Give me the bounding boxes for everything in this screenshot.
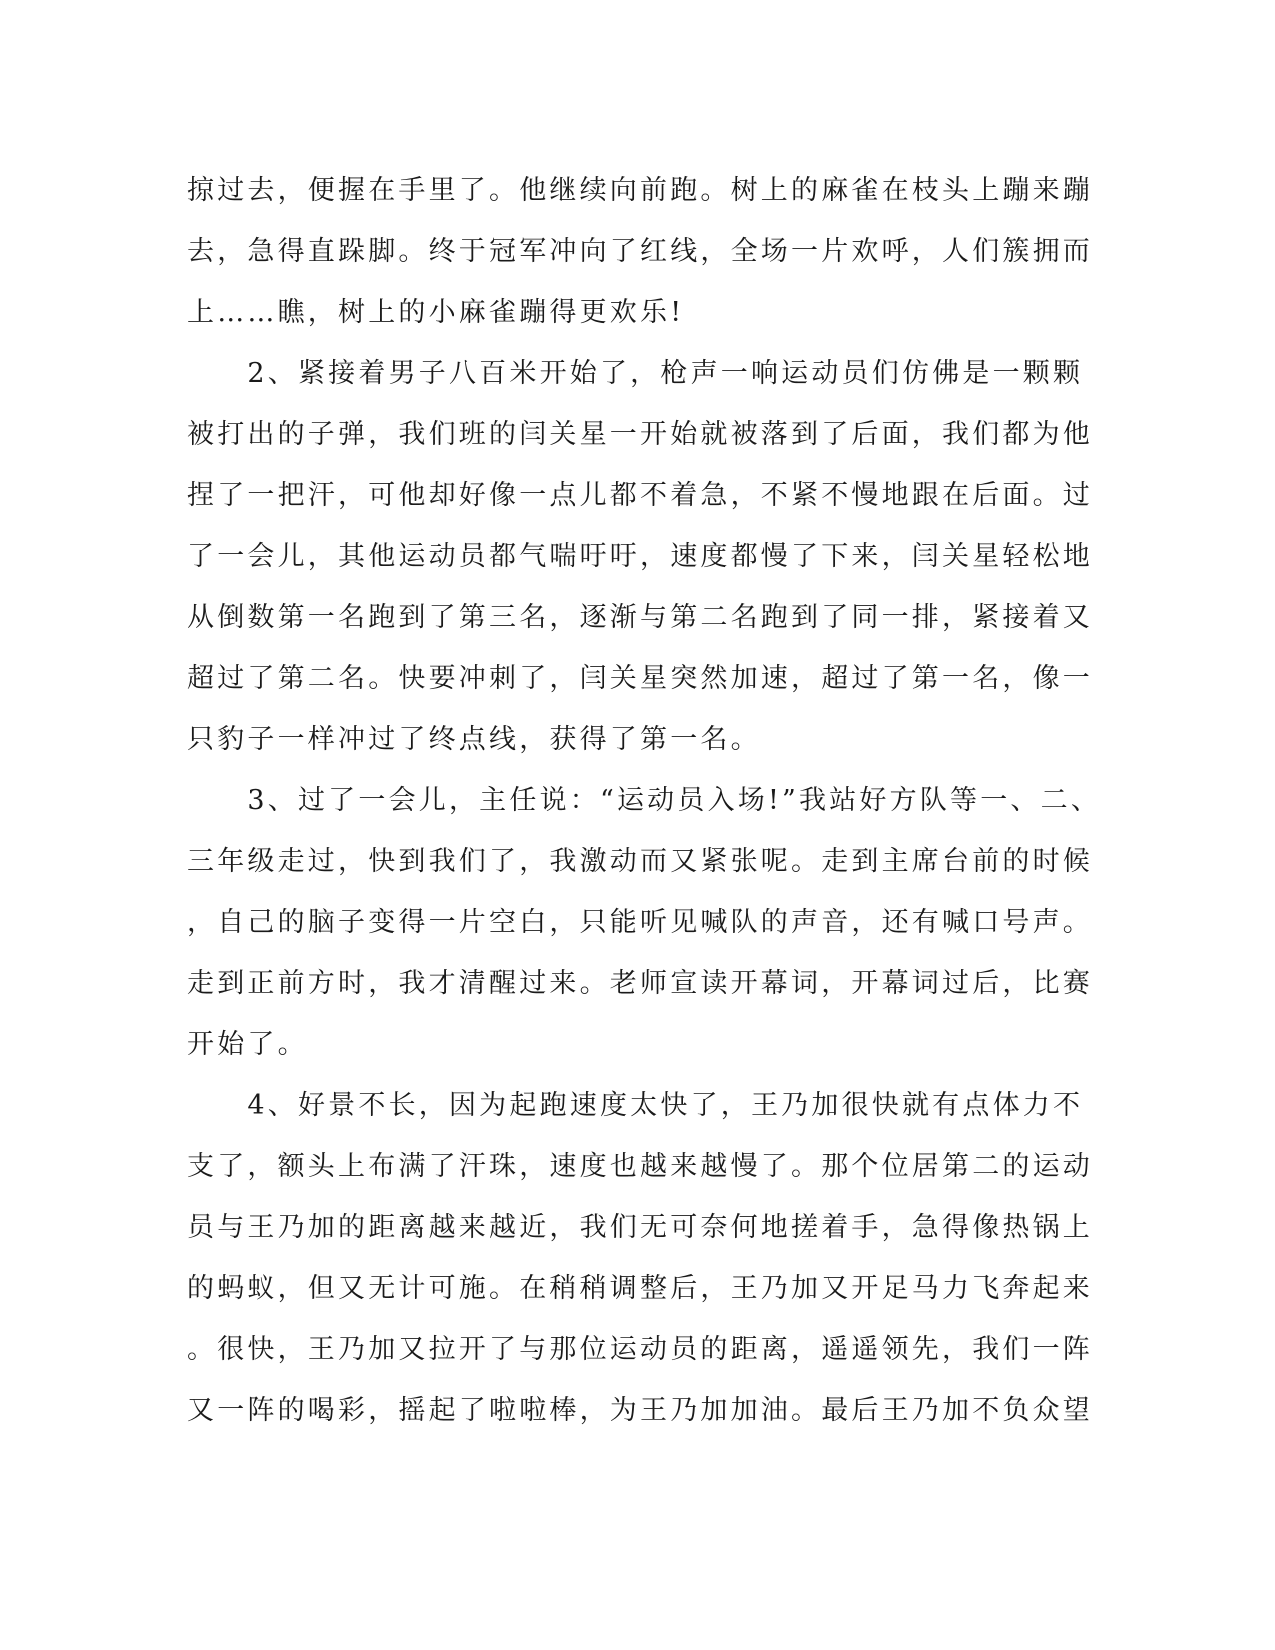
text-line: 去，急得直跺脚。终于冠军冲向了红线，全场一片欢呼，人们簇拥而 xyxy=(187,236,1093,267)
paragraph-2 xyxy=(187,343,1093,770)
text-line: 只豹子一样冲过了终点线，获得了第一名。 xyxy=(187,724,761,755)
text-line: 。很快，王乃加又拉开了与那位运动员的距离，遥遥领先，我们一阵 xyxy=(187,1334,1093,1365)
text-line: 开始了。 xyxy=(187,1029,308,1060)
text-line: 从倒数第一名跑到了第三名，逐渐与第二名跑到了同一排，紧接着又 xyxy=(187,602,1093,633)
text-line: 4、好景不长，因为起跑速度太快了，王乃加很快就有点体力不 xyxy=(187,1090,1084,1121)
text-line: 3、过了一会儿，主任说：“运动员入场!”我站好方队等一、二、 xyxy=(187,785,1102,816)
paragraph-3 xyxy=(187,770,1102,1075)
text-line: 走到正前方时，我才清醒过来。老师宣读开幕词，开幕词过后，比赛 xyxy=(187,968,1093,999)
text-line: ，自己的脑子变得一片空白，只能听见喊队的声音，还有喊口号声。 xyxy=(187,907,1093,938)
text-line: 又一阵的喝彩，摇起了啦啦棒，为王乃加加油。最后王乃加不负众望 xyxy=(187,1395,1093,1426)
text-line: 被打出的子弹，我们班的闫关星一开始就被落到了后面，我们都为他 xyxy=(187,419,1093,450)
text-line: 掠过去，便握在手里了。他继续向前跑。树上的麻雀在枝头上蹦来蹦 xyxy=(187,175,1093,206)
text-line: 了一会儿，其他运动员都气喘吁吁，速度都慢了下来，闫关星轻松地 xyxy=(187,541,1093,572)
text-line: 员与王乃加的距离越来越近，我们无可奈何地搓着手，急得像热锅上 xyxy=(187,1212,1093,1243)
text-line: 捏了一把汗，可他却好像一点儿都不着急，不紧不慢地跟在后面。过 xyxy=(187,480,1093,511)
text-line: 三年级走过，快到我们了，我激动而又紧张呢。走到主席台前的时候 xyxy=(187,846,1093,877)
text-line: 上……瞧，树上的小麻雀蹦得更欢乐! xyxy=(187,297,685,328)
body-text xyxy=(187,160,1102,1441)
paragraph-1 xyxy=(187,160,1093,343)
paragraph-4 xyxy=(187,1075,1093,1441)
text-line: 的蚂蚁，但又无计可施。在稍稍调整后，王乃加又开足马力飞奔起来 xyxy=(187,1273,1093,1304)
text-line: 超过了第二名。快要冲刺了，闫关星突然加速，超过了第一名，像一 xyxy=(187,663,1093,694)
text-line: 2、紧接着男子八百米开始了，枪声一响运动员们仿佛是一颗颗 xyxy=(187,358,1084,389)
text-line: 支了，额头上布满了汗珠，速度也越来越慢了。那个位居第二的运动 xyxy=(187,1151,1093,1182)
